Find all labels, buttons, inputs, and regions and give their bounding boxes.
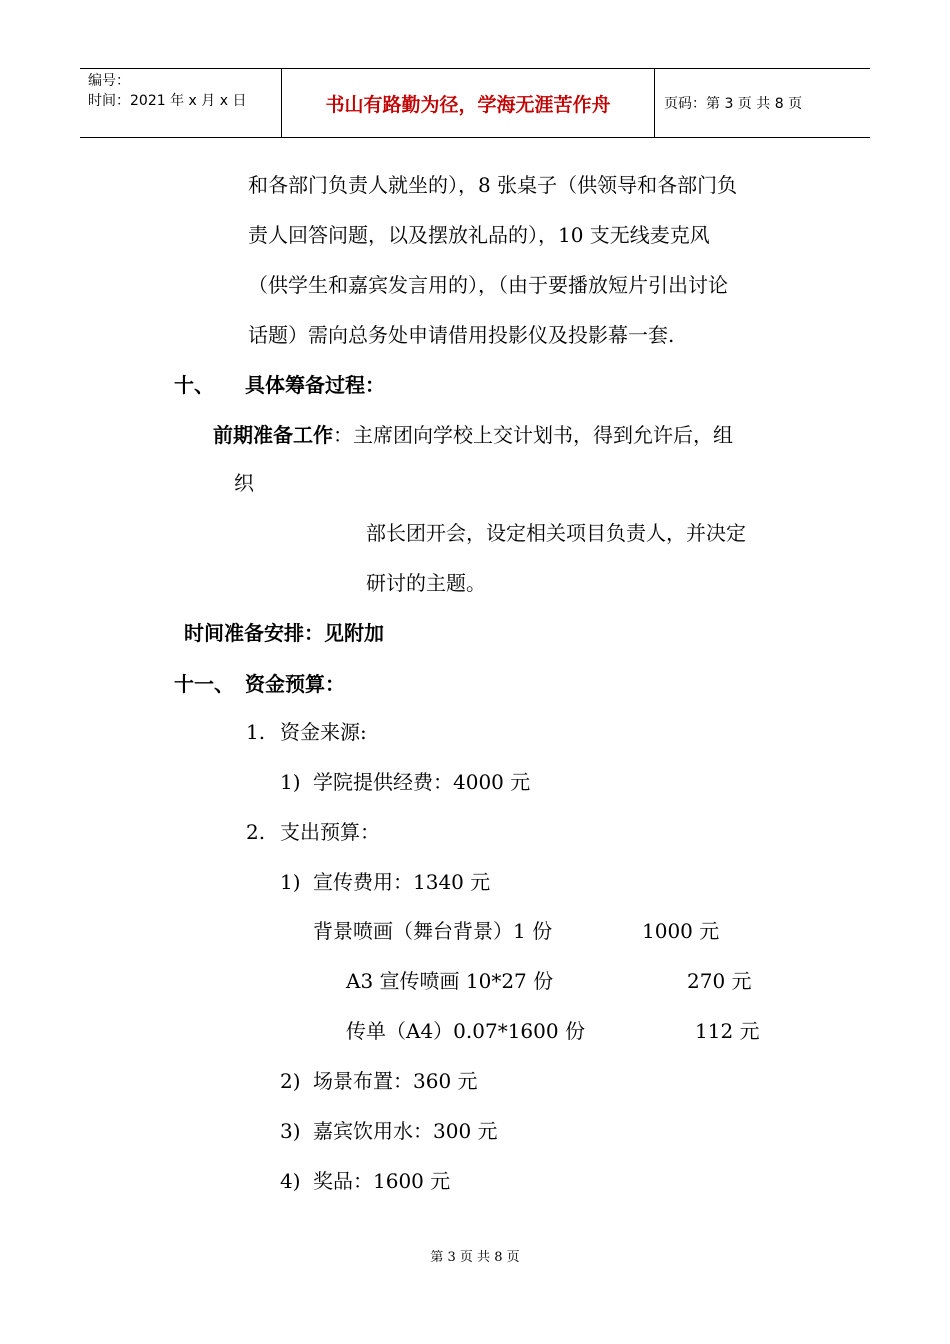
prep-label: 前期准备工作: [213, 423, 333, 447]
list-number: 1.: [246, 720, 266, 744]
header-info-cell: [80, 69, 282, 137]
sublist-item-text: 宣传费用：1340 元: [313, 870, 491, 894]
budget-detail-item: 传单（A4）0.07*1600 份: [346, 1019, 585, 1043]
section-10-title: 具体筹备过程：: [245, 373, 385, 397]
paragraph-line: 话题）需向总务处申请借用投影仪及投影幕一套.: [248, 323, 675, 347]
sublist-number: 4): [280, 1169, 301, 1193]
sublist-number: 3): [280, 1119, 301, 1143]
list-item-text: 支出预算：: [280, 820, 380, 844]
sublist-item-text: 奖品：1600 元: [313, 1169, 451, 1193]
paragraph-line: （供学生和嘉宾发言用的），（由于要播放短片引出讨论: [248, 273, 728, 297]
section-11-number: 十一、: [174, 672, 234, 696]
header-motto: 书山有路勤为径，学海无涯苦作舟: [282, 69, 655, 137]
sublist-item-text: 学院提供经费：4000 元: [313, 770, 531, 794]
list-item-text: 资金来源:: [280, 720, 367, 744]
budget-detail-amount: 112 元: [695, 1019, 760, 1043]
sublist-number: 1): [280, 770, 301, 794]
prep-line-3: 研讨的主题。: [366, 571, 486, 595]
sublist-item-text: 嘉宾饮用水：300 元: [313, 1119, 498, 1143]
budget-detail-amount: 270 元: [687, 969, 752, 993]
budget-detail-item: A3 宣传喷画 10*27 份: [346, 969, 554, 993]
serial-label: 编号：: [88, 73, 130, 89]
header-page-code: 页码：第 3 页 共 8 页: [664, 96, 803, 112]
page-footer: 第 3 页 共 8 页: [430, 1250, 520, 1265]
prep-line: [213, 422, 733, 448]
sublist-item-text: 场景布置：360 元: [313, 1069, 478, 1093]
sublist-number: 1): [280, 870, 301, 894]
prep-text: ：主席团向学校上交计划书，得到允许后，组: [333, 423, 733, 447]
time-prep-line: 时间准备安排：见附加: [184, 621, 384, 645]
paragraph-line: 和各部门负责人就坐的），8 张桌子（供领导和各部门负: [248, 173, 738, 197]
prep-wrap: 织: [234, 471, 254, 495]
page-header: [80, 68, 870, 138]
budget-detail-item: 背景喷画（舞台背景）1 份: [313, 919, 553, 943]
sublist-number: 2): [280, 1069, 301, 1093]
prep-line-2: 部长团开会，设定相关项目负责人，并决定: [366, 521, 746, 545]
section-10-number: 十、: [174, 373, 214, 397]
list-number: 2.: [246, 820, 266, 844]
paragraph-line: 责人回答问题，以及摆放礼品的），10 支无线麦克风: [248, 223, 710, 247]
time-label: 时间：2021 年 x 月 x 日: [88, 93, 247, 109]
budget-detail-amount: 1000 元: [642, 919, 720, 943]
section-11-title: 资金预算：: [245, 672, 345, 696]
